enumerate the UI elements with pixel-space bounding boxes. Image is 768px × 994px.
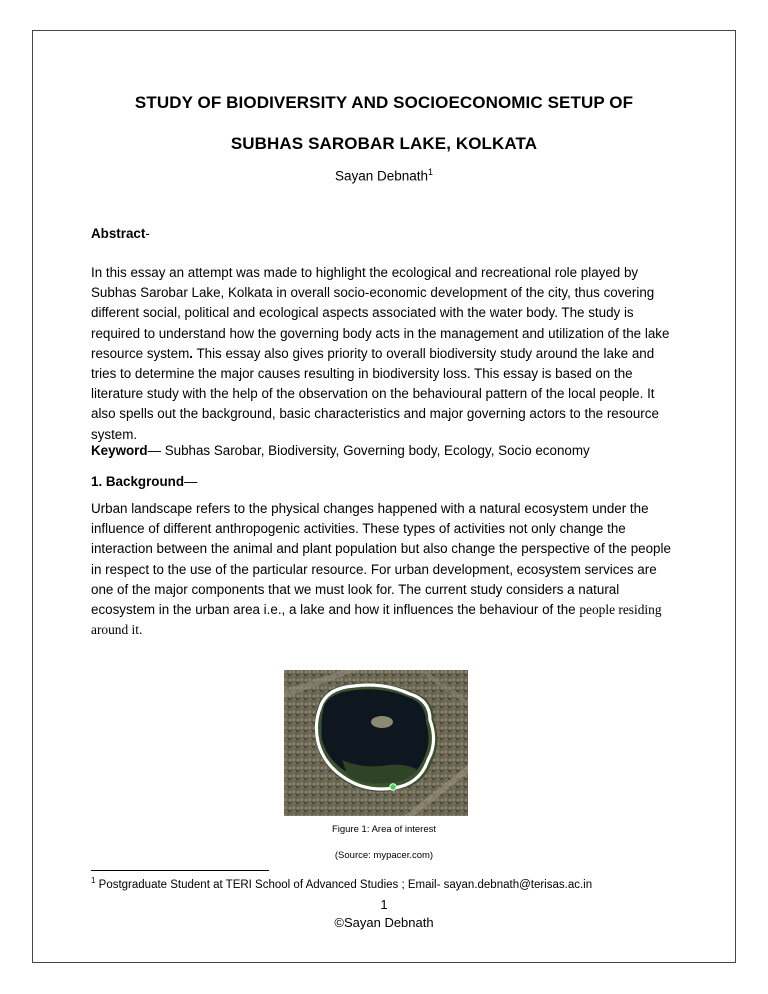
author-line [0, 167, 768, 184]
paper-title-line-1: STUDY OF BIODIVERSITY AND SOCIOECONOMIC SETUP OF [134, 93, 634, 112]
footnote-text: Postgraduate Student at TERI School of Advanced Studies ; Email- sayan.debnath@terisas.ac.in [95, 878, 593, 891]
abstract-body-part1: In this essay an attempt was made to highlight the ecological and recreational role played by Subhas Sarobar Lake, Kolkata in overall socio-economic development of the city, thus covering different social, political and ecological aspects associated with the water body. The study is required to understand how the governing body acts in the management and utilization of the lake resource system [91, 265, 670, 361]
figure-satellite-map [284, 670, 468, 816]
copyright-notice: ©Sayan Debnath [334, 915, 434, 930]
abstract-body [91, 263, 681, 445]
author-name: Sayan Debnath [334, 168, 429, 184]
footnote [91, 876, 691, 891]
abstract-heading [91, 224, 681, 244]
figure-caption: Figure 1: Area of interest [331, 824, 437, 835]
abstract-body-part2: This essay also gives priority to overall biodiversity study around the lake and tries to determine the major causes resulting in biodiversity loss. This essay is based on the literature study with the help of the observation on the behavioural pattern of the local people. It also spells out the background, basic characteristics and major governing actors to the resource system. [91, 345, 659, 442]
background-heading-label: 1. Background [91, 474, 185, 489]
background-body [91, 499, 681, 640]
page-number: 1 [380, 897, 388, 912]
paper-title-line-2: SUBHAS SAROBAR LAKE, KOLKATA [230, 134, 538, 153]
satellite-map-image [284, 670, 468, 816]
author-footnote-mark: 1 [428, 167, 434, 177]
footnote-mark: 1 [91, 876, 96, 885]
footnote-divider [91, 870, 269, 871]
background-body-tail: people residing around it. [91, 602, 662, 638]
background-heading-suffix: — [184, 474, 198, 489]
keyword-line [91, 441, 681, 461]
abstract-heading-label: Abstract [91, 226, 146, 241]
keyword-label: Keyword [91, 443, 148, 458]
abstract-body-period: . [189, 345, 193, 361]
keyword-text: Subhas Sarobar, Biodiversity, Governing body, Ecology, Socio economy [164, 443, 590, 458]
background-heading [91, 472, 681, 492]
background-body-text: Urban landscape refers to the physical changes happened with a natural ecosystem under the influence of different anthropogenic activities. These types of activities not only change the interaction between the animal and plant population but also change the perspective of the people in respect to the use of the particular resource. For urban development, ecosystem services are one of the major components that we must look for. The current study considers a natural ecosystem in the urban area i.e., a lake and how it influences the behaviour of the [91, 501, 671, 618]
figure-source: (Source: mypacer.com) [334, 850, 434, 861]
abstract-heading-suffix: - [145, 226, 150, 241]
keyword-separator: — [147, 443, 165, 458]
